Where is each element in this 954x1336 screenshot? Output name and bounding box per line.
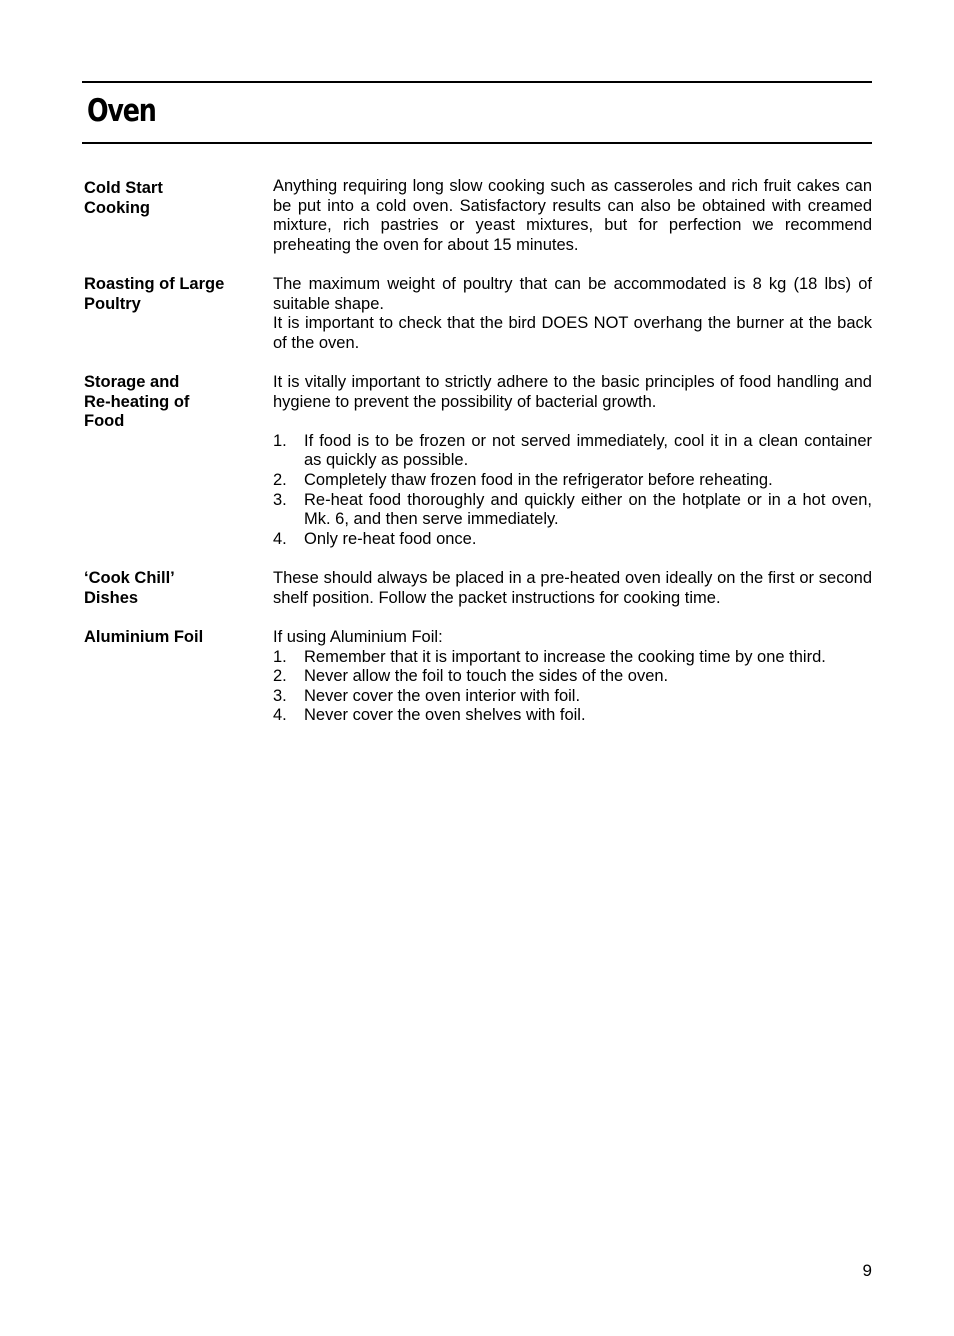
numbered-list bbox=[273, 648, 872, 726]
list-item-number: 4. bbox=[273, 706, 287, 725]
list-item bbox=[273, 706, 872, 726]
numbered-list bbox=[273, 432, 872, 550]
list-item-text: Never cover the oven shelves with foil. bbox=[304, 706, 586, 725]
body-paragraph: Anything requiring long slow cooking such as casseroles and rich fruit cakes can be put into a cold oven. Satisfactory results can also be obtained with creamed mixture, rich pastries or yeast mixtures, but for perfection we recommend preheating the oven for about 15 minutes. bbox=[273, 177, 872, 254]
list-item bbox=[273, 530, 872, 550]
body-paragraph: It is important to check that the bird DOES NOT overhang the burner at the back of the oven. bbox=[273, 314, 872, 352]
section-heading: Cold Start Cooking bbox=[84, 179, 163, 217]
list-item bbox=[273, 648, 872, 668]
list-item-number: 1. bbox=[273, 647, 287, 666]
section-body bbox=[273, 177, 872, 255]
list-item-text: Completely thaw frozen food in the refrigerator before reheating. bbox=[304, 470, 773, 489]
section-heading: ‘Cook Chill’ Dishes bbox=[84, 569, 175, 607]
list-item-text: Never allow the foil to touch the sides of the oven. bbox=[304, 667, 669, 686]
page-number: 9 bbox=[862, 1261, 872, 1280]
list-item-number: 1. bbox=[273, 431, 287, 450]
section-body bbox=[273, 373, 872, 549]
list-item bbox=[273, 491, 872, 530]
body-paragraph: It is vitally important to strictly adhere to the basic principles of food handling and hygiene to prevent the possibility of bacterial growth. bbox=[273, 373, 872, 411]
body-paragraph: These should always be placed in a pre-heated oven ideally on the first or second shelf position. Follow the packet instructions for cooking time. bbox=[273, 569, 872, 607]
title-top-rule bbox=[82, 81, 872, 83]
section-body bbox=[273, 628, 872, 726]
section-heading: Roasting of Large Poultry bbox=[84, 275, 225, 313]
section-heading: Storage and Re-heating of Food bbox=[84, 373, 190, 431]
list-item-text: Only re-heat food once. bbox=[304, 529, 477, 548]
list-item-text: Remember that it is important to increase the cooking time by one third. bbox=[304, 647, 826, 666]
list-item-text: Never cover the oven interior with foil. bbox=[304, 686, 581, 705]
page-title: Oven bbox=[87, 93, 156, 129]
list-item-number: 4. bbox=[273, 529, 287, 548]
title-bottom-rule bbox=[82, 142, 872, 144]
list-item bbox=[273, 687, 872, 707]
list-item-number: 2. bbox=[273, 667, 287, 686]
list-item-text: Re-heat food thoroughly and quickly either on the hotplate or in a hot oven, Mk. 6, and then serve immediately. bbox=[304, 490, 872, 529]
body-paragraph: The maximum weight of poultry that can be accommodated is 8 kg (18 lbs) of suitable shape. bbox=[273, 275, 872, 313]
section-body bbox=[273, 569, 872, 608]
body-paragraph: If using Aluminium Foil: bbox=[273, 628, 443, 646]
list-item bbox=[273, 432, 872, 471]
list-item-number: 2. bbox=[273, 470, 287, 489]
list-item bbox=[273, 471, 872, 491]
list-item-text: If food is to be frozen or not served immediately, cool it in a clean container as quickly as possible. bbox=[304, 431, 872, 470]
section-heading: Aluminium Foil bbox=[84, 628, 204, 646]
section-body bbox=[273, 275, 872, 353]
list-item-number: 3. bbox=[273, 490, 287, 509]
list-item-number: 3. bbox=[273, 686, 287, 705]
list-item bbox=[273, 667, 872, 687]
